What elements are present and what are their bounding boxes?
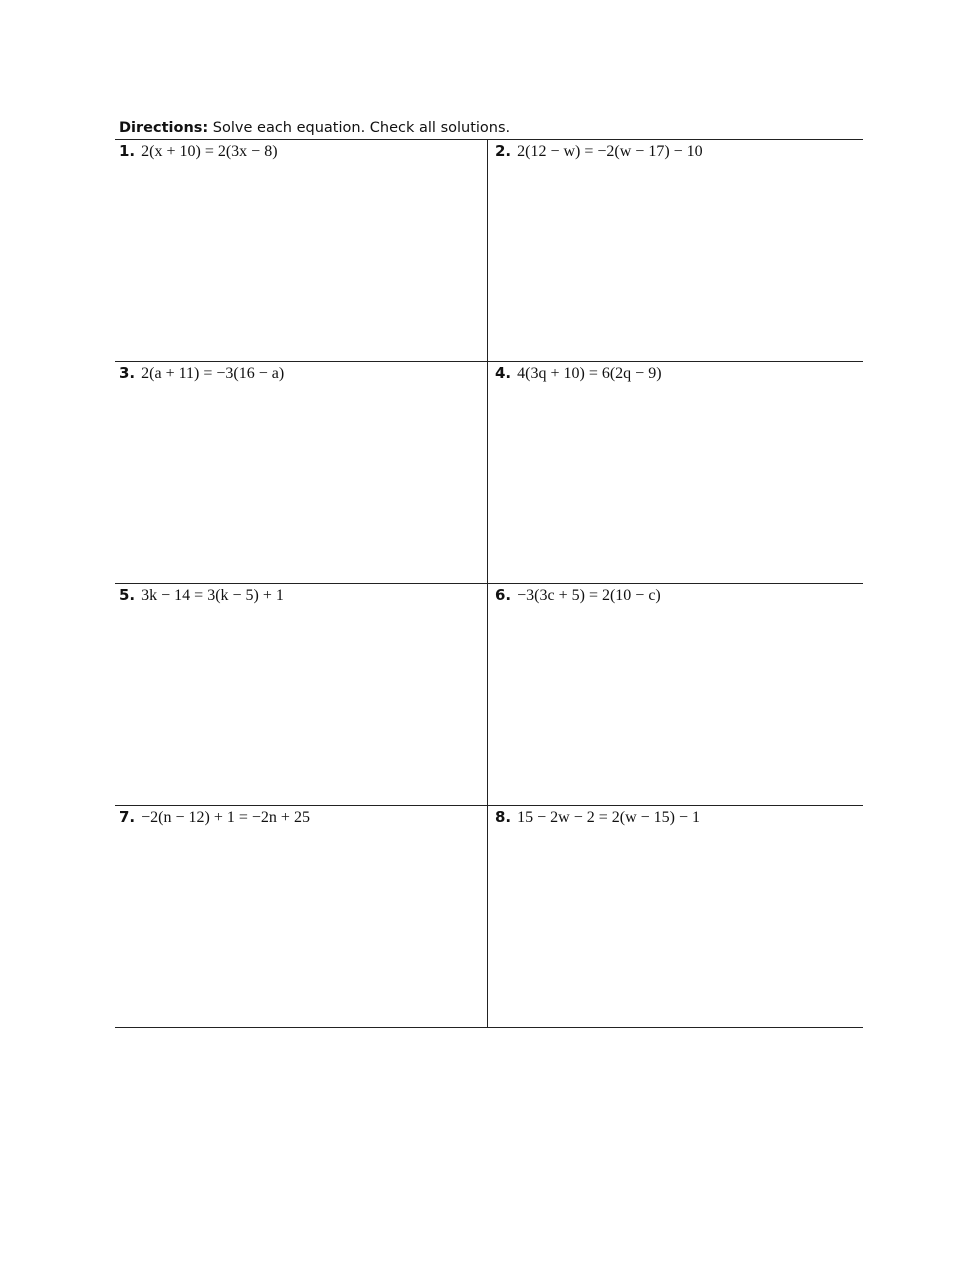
directions-text: Solve each equation. Check all solutions. xyxy=(208,120,511,136)
directions-line xyxy=(115,118,863,139)
problem-number: 7. xyxy=(119,808,136,826)
problem-cell-8 xyxy=(488,806,863,1028)
problem-equation: 2(a + 11) = −3(16 − a) xyxy=(141,365,285,382)
problem-equation: 15 − 2w − 2 = 2(w − 15) − 1 xyxy=(517,809,701,826)
problem-cell-5 xyxy=(115,584,488,806)
problem-equation: −3(3c + 5) = 2(10 − c) xyxy=(517,587,661,604)
worksheet xyxy=(115,118,863,1028)
problem-cell-2 xyxy=(488,140,863,362)
problem-equation: 2(12 − w) = −2(w − 17) − 10 xyxy=(517,143,703,160)
problem-number: 8. xyxy=(495,808,512,826)
problem-number: 6. xyxy=(495,586,512,604)
problem-grid xyxy=(115,139,863,1028)
problem-number: 4. xyxy=(495,364,512,382)
problem-number: 1. xyxy=(119,142,136,160)
problem-equation: 3k − 14 = 3(k − 5) + 1 xyxy=(141,587,284,604)
problem-cell-6 xyxy=(488,584,863,806)
problem-cell-4 xyxy=(488,362,863,584)
problem-number: 3. xyxy=(119,364,136,382)
directions-label: Directions: xyxy=(119,120,209,136)
problem-equation: 4(3q + 10) = 6(2q − 9) xyxy=(517,365,662,382)
problem-cell-1 xyxy=(115,140,488,362)
problem-equation: 2(x + 10) = 2(3x − 8) xyxy=(141,143,278,160)
problem-cell-7 xyxy=(115,806,488,1028)
problem-equation: −2(n − 12) + 1 = −2n + 25 xyxy=(141,809,310,826)
problem-number: 5. xyxy=(119,586,136,604)
problem-number: 2. xyxy=(495,142,512,160)
problem-cell-3 xyxy=(115,362,488,584)
